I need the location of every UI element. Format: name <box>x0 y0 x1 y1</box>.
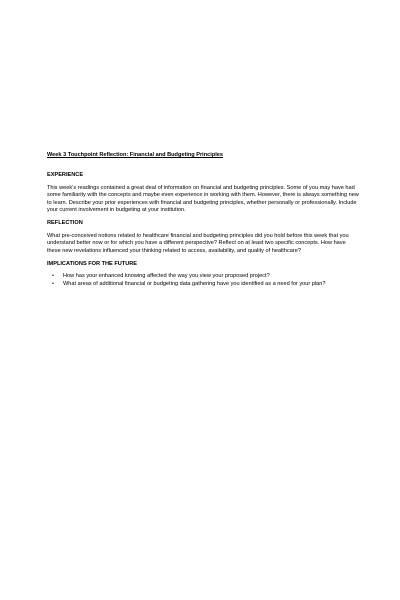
bullet-item <box>47 273 359 280</box>
section-reflection <box>47 220 359 255</box>
section-body-reflection: What pre-conceived notions related to healthcare financial and budgeting principles did you hold before this week that you understand better now or for which you have a different perspective? Reflect on at least two specific concepts. How have these new revelations influenced your thinking related to access, availability, and quality of healthcare? <box>47 232 349 254</box>
document-title: Week 3 Touchpoint Reflection: Financial and Budgeting Principles <box>47 152 224 158</box>
section-implications <box>47 261 359 288</box>
section-heading-implications: IMPLICATIONS FOR THE FUTURE <box>47 261 138 268</box>
section-experience <box>47 172 359 214</box>
bullet-item <box>47 281 359 288</box>
document-content <box>47 152 359 288</box>
section-heading-experience: EXPERIENCE <box>47 172 84 179</box>
section-body-experience: This week’s readings contained a great deal of information on financial and budgeting principles. Some of you may have had some familiarity with the concepts and maybe even experience in working with them. However, there is always something new to learn. Describe your prior experiences with financial and budgeting principles, whether personally or professionally. Include your current involvement in budgeting at your institution. <box>47 184 359 214</box>
bullet-dot-icon: • <box>52 273 54 280</box>
section-heading-reflection: REFLECTION <box>47 220 83 227</box>
implications-bullet-list <box>47 273 359 288</box>
bullet-dot-icon: • <box>52 280 54 287</box>
bullet-text: What areas of additional financial or budgeting data gathering have you identified as a need for your plan? <box>63 280 326 287</box>
bullet-text: How has your enhanced knowing affected the way you view your proposed project? <box>63 273 270 280</box>
